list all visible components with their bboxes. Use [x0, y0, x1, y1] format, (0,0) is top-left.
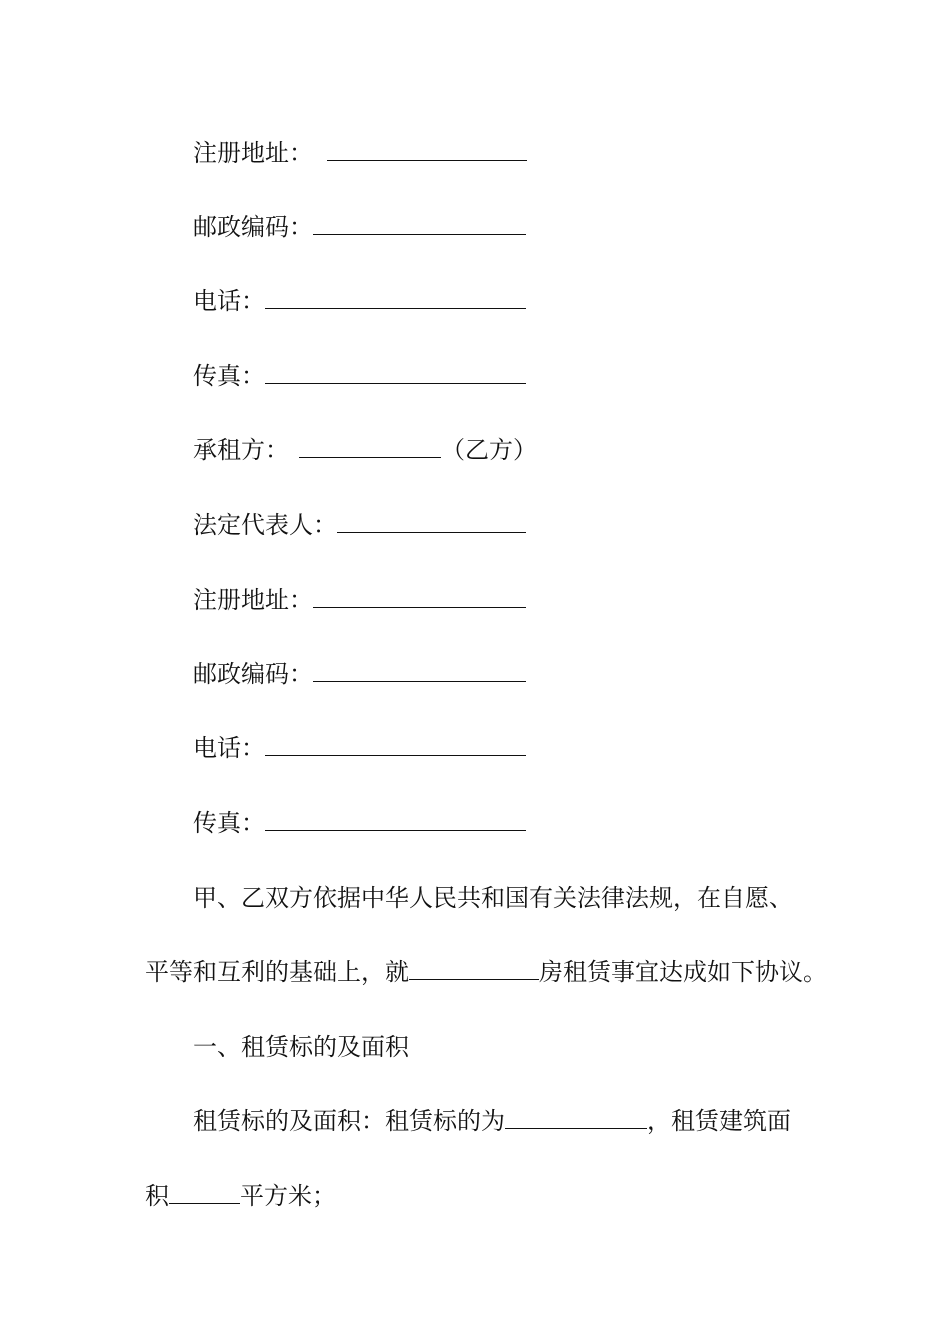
- lessee-address-row: [193, 585, 526, 615]
- lessee-postcode-row: [193, 659, 526, 689]
- lease-subject-blank[interactable]: [505, 1106, 647, 1129]
- lessor-postcode-blank[interactable]: [313, 212, 526, 235]
- lessor-address-label: 注册地址：: [193, 139, 313, 167]
- section-1-heading: 一、租赁标的及面积: [193, 1033, 409, 1061]
- lessee-address-label: 注册地址：: [193, 586, 313, 614]
- lessee-name-blank[interactable]: [299, 435, 441, 458]
- clause-1-text-a: 租赁标的及面积：租赁标的为: [193, 1107, 505, 1135]
- clause-1-line1: [193, 1106, 791, 1136]
- lessee-phone-label: 电话：: [193, 734, 265, 762]
- lessor-phone-row: [193, 286, 526, 316]
- lessee-fax-row: [193, 808, 526, 838]
- lessee-party-label: 承租方：: [193, 436, 289, 464]
- lessor-fax-blank[interactable]: [265, 361, 526, 384]
- intro-paragraph-line2: [145, 957, 827, 987]
- section-1-title: [193, 1032, 409, 1062]
- lessee-fax-blank[interactable]: [265, 808, 526, 831]
- lessee-rep-blank[interactable]: [337, 510, 526, 533]
- intro-text-2b: 房租赁事宜达成如下协议。: [539, 958, 827, 986]
- lessor-phone-blank[interactable]: [265, 286, 526, 309]
- lessee-address-blank[interactable]: [313, 585, 526, 608]
- lessor-fax-row: [193, 361, 526, 391]
- property-blank[interactable]: [409, 957, 539, 980]
- intro-text-1: 甲、乙双方依据中华人民共和国有关法律法规，在自愿、: [193, 884, 793, 912]
- lessor-fax-label: 传真：: [193, 362, 265, 390]
- lessee-rep-label: 法定代表人：: [193, 511, 337, 539]
- clause-1-text-c: 积: [145, 1182, 169, 1210]
- lessee-rep-row: [193, 510, 526, 540]
- area-blank[interactable]: [169, 1181, 240, 1204]
- lessee-party-suffix: （乙方）: [441, 436, 537, 464]
- lessee-phone-row: [193, 733, 526, 763]
- lessor-phone-label: 电话：: [193, 287, 265, 315]
- lessee-postcode-label: 邮政编码：: [193, 660, 313, 688]
- lessee-postcode-blank[interactable]: [313, 659, 526, 682]
- lessor-postcode-row: [193, 212, 526, 242]
- lessor-address-blank[interactable]: [327, 138, 527, 161]
- clause-1-line2: [145, 1181, 336, 1211]
- intro-paragraph-line1: [193, 883, 793, 913]
- lessee-phone-blank[interactable]: [265, 733, 526, 756]
- lessor-postcode-label: 邮政编码：: [193, 213, 313, 241]
- clause-1-text-d: 平方米；: [240, 1182, 336, 1210]
- lessee-party-row: [193, 435, 537, 465]
- clause-1-text-b: ，租赁建筑面: [647, 1107, 791, 1135]
- lessor-address-row: [193, 138, 527, 168]
- lessee-fax-label: 传真：: [193, 809, 265, 837]
- intro-text-2a: 平等和互利的基础上，就: [145, 958, 409, 986]
